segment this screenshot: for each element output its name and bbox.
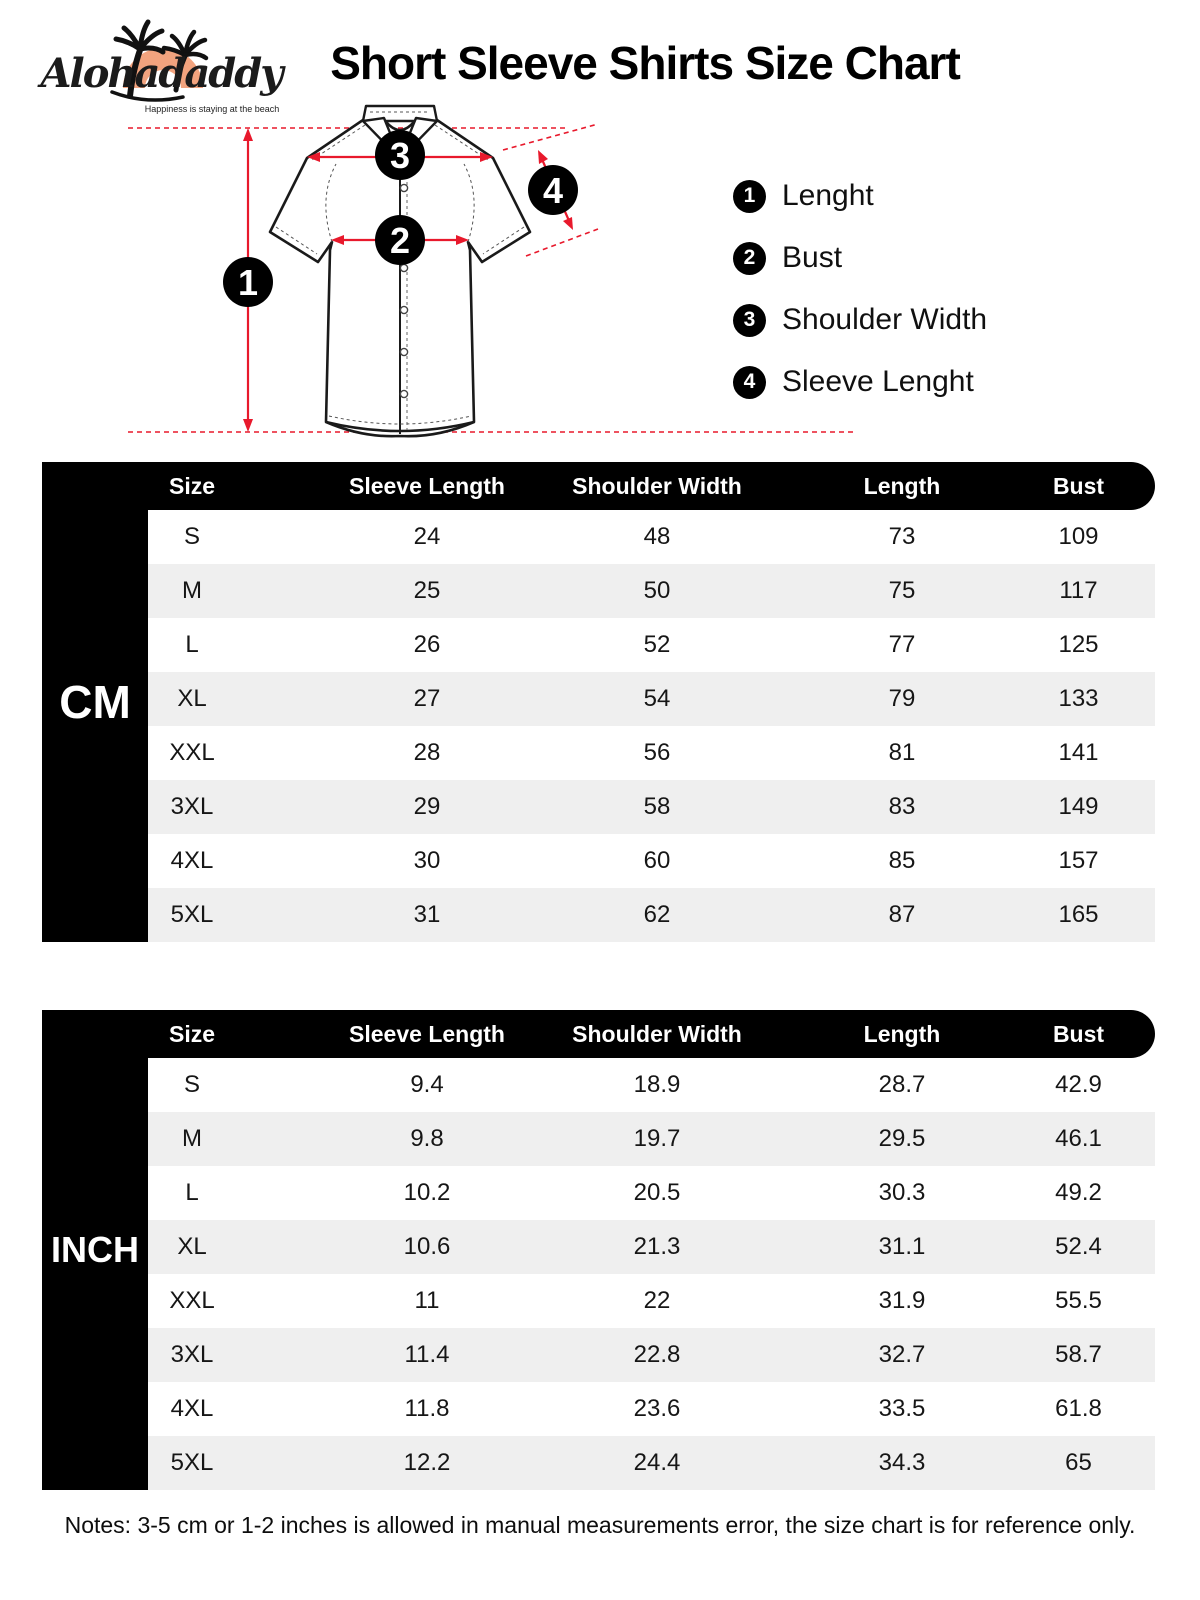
cell-size: 3XL <box>170 793 214 820</box>
cell-bust: 125 <box>1058 631 1099 658</box>
cell-sleeve: 26 <box>413 631 441 658</box>
page-title: Short Sleeve Shirts Size Chart <box>330 37 960 89</box>
cell-size: 5XL <box>170 1449 214 1476</box>
cell-sleeve: 31 <box>413 901 441 928</box>
marker-2 <box>375 215 425 265</box>
cell-size: 3XL <box>170 1341 214 1368</box>
unit-label-cm: CM <box>59 676 131 728</box>
cell-length: 33.5 <box>878 1395 926 1422</box>
cell-bust: 55.5 <box>1055 1287 1102 1314</box>
marker-3 <box>375 130 425 180</box>
cell-length: 31.1 <box>878 1233 926 1260</box>
cell-shoulder: 60 <box>643 847 671 874</box>
cell-shoulder: 21.3 <box>633 1233 681 1260</box>
cell-bust: 133 <box>1058 685 1099 712</box>
legend-label: Lenght <box>782 179 874 212</box>
cell-shoulder: 56 <box>643 739 671 766</box>
table-row <box>42 726 1155 780</box>
table-row <box>42 834 1155 888</box>
svg-text:3: 3 <box>389 135 411 176</box>
col-sleeve-length: Sleeve Length <box>349 1020 505 1047</box>
col-length: Length <box>863 1020 941 1047</box>
inch-table-body <box>42 1058 1155 1490</box>
table-row <box>42 672 1155 726</box>
col-length: Length <box>863 472 941 499</box>
svg-text:1: 1 <box>237 262 259 303</box>
cell-size: XXL <box>169 739 215 766</box>
col-bust: Bust <box>1052 1020 1105 1047</box>
cell-bust: 46.1 <box>1055 1125 1102 1152</box>
brand-tagline: Happiness is staying at the beach <box>144 104 280 114</box>
col-size: Size <box>168 1020 216 1047</box>
cell-size: M <box>182 577 202 604</box>
table-row <box>42 1274 1155 1328</box>
cell-length: 30.3 <box>878 1179 926 1206</box>
cell-shoulder: 19.7 <box>633 1125 681 1152</box>
cell-bust: 42.9 <box>1055 1071 1102 1098</box>
cell-length: 83 <box>888 793 916 820</box>
table-row <box>42 1112 1155 1166</box>
inch-unit-band <box>42 1010 148 1490</box>
cell-bust: 52.4 <box>1055 1233 1102 1260</box>
notes-text: Notes: 3-5 cm or 1-2 inches is allowed in manual measurements error, the size chart is for reference only. <box>64 1512 1136 1538</box>
cell-bust: 157 <box>1058 847 1099 874</box>
badge-4: 4 <box>733 366 766 399</box>
cell-shoulder: 23.6 <box>633 1395 681 1422</box>
table-row <box>42 1220 1155 1274</box>
cell-size: XXL <box>169 1287 215 1314</box>
svg-text:4: 4 <box>542 170 564 211</box>
badge-2: 2 <box>733 242 766 275</box>
cell-length: 75 <box>888 577 916 604</box>
cell-sleeve: 10.6 <box>403 1233 451 1260</box>
cell-sleeve: 24 <box>413 523 441 550</box>
cell-bust: 141 <box>1058 739 1099 766</box>
cell-sleeve: 30 <box>413 847 441 874</box>
badge-1: 1 <box>733 180 766 213</box>
cell-bust: 117 <box>1059 577 1098 604</box>
col-size: Size <box>168 472 216 499</box>
cell-shoulder: 62 <box>643 901 671 928</box>
table-row <box>42 780 1155 834</box>
cell-size: L <box>185 631 199 658</box>
inch-table <box>42 1010 1155 1490</box>
cell-size: 5XL <box>170 901 214 928</box>
cell-shoulder: 50 <box>643 577 671 604</box>
cell-sleeve: 25 <box>413 577 441 604</box>
marker-4 <box>528 165 578 215</box>
cell-bust: 165 <box>1058 901 1099 928</box>
legend-item-bust <box>733 240 987 276</box>
measurement-legend <box>733 178 987 426</box>
legend-label: Bust <box>782 241 843 274</box>
cell-shoulder: 24.4 <box>633 1449 681 1476</box>
badge-3: 3 <box>733 304 766 337</box>
cell-size: L <box>185 1179 199 1206</box>
legend-label: Sleeve Lenght <box>782 365 974 398</box>
cm-table <box>42 462 1155 942</box>
col-sleeve-length: Sleeve Length <box>349 472 505 499</box>
cell-bust: 65 <box>1065 1449 1092 1476</box>
cell-sleeve: 11 <box>414 1287 440 1314</box>
cell-length: 29.5 <box>878 1125 926 1152</box>
cm-table-header <box>42 462 1155 510</box>
cell-sleeve: 10.2 <box>403 1179 451 1206</box>
cell-size: S <box>183 1071 200 1098</box>
cell-shoulder: 22 <box>643 1287 671 1314</box>
table-row <box>42 1166 1155 1220</box>
cell-shoulder: 20.5 <box>633 1179 681 1206</box>
cm-table-body <box>42 510 1155 942</box>
legend-label: Shoulder Width <box>782 303 988 336</box>
cm-unit-band <box>42 462 148 942</box>
cell-shoulder: 54 <box>643 685 671 712</box>
unit-label-inch: INCH <box>51 1229 139 1270</box>
cell-shoulder: 52 <box>643 631 671 658</box>
cell-sleeve: 28 <box>413 739 441 766</box>
cell-length: 87 <box>888 901 916 928</box>
cell-length: 32.7 <box>878 1341 926 1368</box>
cell-size: M <box>182 1125 202 1152</box>
cell-sleeve: 11.4 <box>404 1341 450 1368</box>
cell-bust: 61.8 <box>1055 1395 1102 1422</box>
table-row <box>42 888 1155 942</box>
cell-sleeve: 12.2 <box>403 1449 451 1476</box>
cell-sleeve: 11.8 <box>404 1395 450 1422</box>
cell-length: 81 <box>888 739 916 766</box>
cell-bust: 149 <box>1058 793 1099 820</box>
cell-length: 28.7 <box>878 1071 926 1098</box>
cell-bust: 58.7 <box>1055 1341 1102 1368</box>
table-row <box>42 510 1155 564</box>
table-row <box>42 1436 1155 1490</box>
cell-sleeve: 27 <box>413 685 441 712</box>
cell-length: 77 <box>888 631 916 658</box>
cell-size: 4XL <box>170 847 214 874</box>
col-shoulder-width: Shoulder Width <box>572 1020 742 1047</box>
legend-item-length <box>733 178 987 214</box>
cell-shoulder: 18.9 <box>633 1071 681 1098</box>
cell-length: 85 <box>888 847 916 874</box>
cell-bust: 49.2 <box>1055 1179 1102 1206</box>
cell-shoulder: 22.8 <box>633 1341 681 1368</box>
cell-size: S <box>183 523 200 550</box>
cell-shoulder: 48 <box>643 523 671 550</box>
brand-name: Alohadaddy <box>40 50 282 97</box>
cell-length: 34.3 <box>878 1449 926 1476</box>
cell-length: 73 <box>888 523 916 550</box>
svg-text:2: 2 <box>389 220 411 261</box>
cell-length: 79 <box>888 685 916 712</box>
table-row <box>42 1058 1155 1112</box>
table-row <box>42 618 1155 672</box>
cell-sleeve: 9.8 <box>410 1125 444 1152</box>
col-bust: Bust <box>1052 472 1105 499</box>
marker-1 <box>223 257 273 307</box>
cell-sleeve: 29 <box>413 793 441 820</box>
table-row <box>42 564 1155 618</box>
legend-item-sleeve <box>733 364 987 400</box>
cell-size: 4XL <box>170 1395 214 1422</box>
legend-item-shoulder <box>733 302 987 338</box>
inch-table-header <box>42 1010 1155 1058</box>
cell-length: 31.9 <box>878 1287 926 1314</box>
table-row <box>42 1328 1155 1382</box>
cell-bust: 109 <box>1058 523 1099 550</box>
cell-size: XL <box>177 685 207 712</box>
table-row <box>42 1382 1155 1436</box>
col-shoulder-width: Shoulder Width <box>572 472 742 499</box>
cell-sleeve: 9.4 <box>410 1071 444 1098</box>
cell-shoulder: 58 <box>643 793 671 820</box>
cell-size: XL <box>177 1233 207 1260</box>
